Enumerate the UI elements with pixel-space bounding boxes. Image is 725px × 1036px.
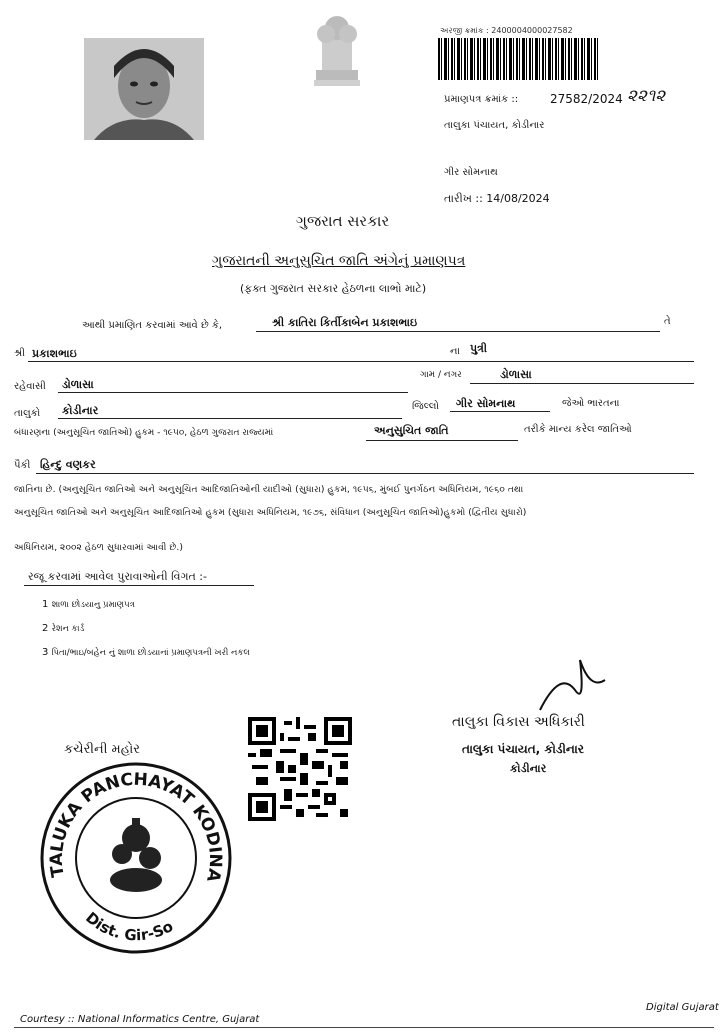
- applicant-photo: [84, 38, 204, 140]
- certify-prefix: આથી પ્રમાણિત કરવામાં આવે છે કે,: [82, 320, 223, 331]
- india-label: જેઓ ભારતના: [562, 398, 620, 409]
- svg-text:Dist. Gir-So: [82, 908, 176, 944]
- cert-number: 27582/2024: [550, 92, 623, 106]
- handwritten-signature: [530, 650, 610, 720]
- taluka-value: કોડીનાર: [62, 404, 99, 417]
- shri-label: શ્રી: [14, 348, 26, 359]
- paragraph-line-2: અનુસૂચિત જાતિઓ અને અનુસૂચિત આદિજાતિઓ હુકમ (સુધારા અધિનિયમ, ૧૯૭૬, સંવિધાન (અનુસૂચિત જાતિઓ)હુકમો (દ્વિતીય સુધારો): [14, 507, 527, 518]
- cert-number-handwritten: ૨૨૧૨: [627, 86, 666, 106]
- paragraph-line-1: જાતિના છે. (અનુસૂચિત જાતિઓ અને અનુસૂચિત આદિજાતિઓની યાદીઓ (સુધારા) હુકમ, ૧૯૫૬, મુંબઈ પુનર્ગઠન અધિનિયમ, ૧૯૬૦ તથા: [14, 484, 524, 495]
- father-name: પ્રકાશભાઇ: [32, 347, 77, 360]
- signatory-title: તાલુકા વિકાસ અધિકારી: [452, 714, 585, 730]
- seal-text-bottom: Dist. Gir-So: [82, 908, 177, 945]
- village-label: ગામ / નગર: [420, 370, 462, 380]
- constitution-text: બંધારણના (અનુસૂચિત જાતિઓ) હુકમ - ૧૯૫૦, હેઠળ ગુજરાત રાજ્યમાં: [14, 428, 274, 438]
- na-label: ના: [450, 346, 460, 357]
- government-title: ગુજરાત સરકાર: [296, 212, 390, 230]
- footer-courtesy: Courtesy :: National Informatics Centre, Gujarat: [20, 1014, 260, 1025]
- certificate-title: ગુજરાતની અનુસુચિત જાતિ અંગેનું પ્રમાણપત્ર: [212, 253, 466, 269]
- document-item-1: [42, 599, 135, 610]
- panchayat-seal: [36, 758, 236, 958]
- signatory-office: તાલુકા પંચાયત, કોડીનાર: [462, 742, 584, 756]
- document-item-num: 2: [42, 623, 49, 634]
- document-item-num: 3: [42, 647, 49, 658]
- subcaste-label: પૈકી: [14, 460, 31, 471]
- issue-date: તારીખ :: 14/08/2024: [444, 192, 550, 205]
- district-value: ગીર સોમનાથ: [456, 397, 516, 410]
- suffix-te: તે: [664, 316, 671, 327]
- district-label: જિલ્લો: [412, 401, 439, 412]
- document-item-3: [42, 647, 250, 658]
- office-seal-label: કચેરીની મહોર: [64, 742, 140, 757]
- application-number: અરજી ક્રમાંક : 2400004000027582: [440, 26, 573, 35]
- footer-brand: Digital Gujarat: [646, 1002, 719, 1013]
- qr-code: [248, 717, 352, 821]
- cert-no-label: પ્રમાણપત્ર ક્રમાંક ::: [444, 94, 519, 105]
- district-name: ગીર સોમનાથ: [444, 167, 498, 178]
- caste-category: અનુસુચિત જાતિ: [374, 424, 449, 437]
- seal-text-top: TALUKA PANCHAYAT KODINA: [46, 769, 226, 884]
- state-emblem-icon: [306, 12, 368, 90]
- office-name: તાલુકા પંચાયત, કોડીનાર: [444, 120, 545, 131]
- document-item-2: [42, 623, 84, 634]
- paragraph-line-3: અધિનિયમ, ૨૦૦૨ હેઠળ સુધારવામાં આવી છે.): [14, 542, 183, 553]
- taluka-label: તાલુકો: [14, 408, 41, 419]
- certificate-subtitle: (ફક્ત ગુજરાત સરકાર હેઠળના લાભો માટે): [240, 282, 427, 295]
- document-item-text: રેશન કાર્ડ: [51, 624, 85, 634]
- village-value: ડોળાસા: [500, 368, 532, 381]
- applicant-name: શ્રી કાતિરા કિર્તીકાબેન પ્રકાશભાઇ: [272, 316, 418, 329]
- documents-heading: રજૂ કરવામાં આવેલ પુરાવાઓની વિગત :-: [28, 570, 207, 583]
- document-item-text: પિતા/ભાઇ/બહેન નું શાળા છોડયાનાં પ્રમાણપત્રની ખરી નકલ: [51, 648, 250, 658]
- document-item-num: 1: [42, 599, 49, 610]
- subcaste-value: હિન્દુ વણકર: [40, 458, 96, 471]
- document-item-text: શાળા છોડયાનુ પ્રમાણપત્ર: [51, 600, 135, 610]
- relation: પુત્રી: [470, 342, 488, 355]
- svg-text:TALUKA PANCHAYAT KODINAR: [36, 758, 225, 885]
- barcode: [438, 38, 598, 80]
- signatory-stamp: કોડીનાર: [510, 762, 547, 775]
- recognized-text: તરીકે માન્ય કરેલ જાતિઓ: [524, 424, 632, 435]
- resident-label: રહેવાસી: [14, 381, 46, 392]
- resident-value: ડોળાસા: [62, 378, 94, 391]
